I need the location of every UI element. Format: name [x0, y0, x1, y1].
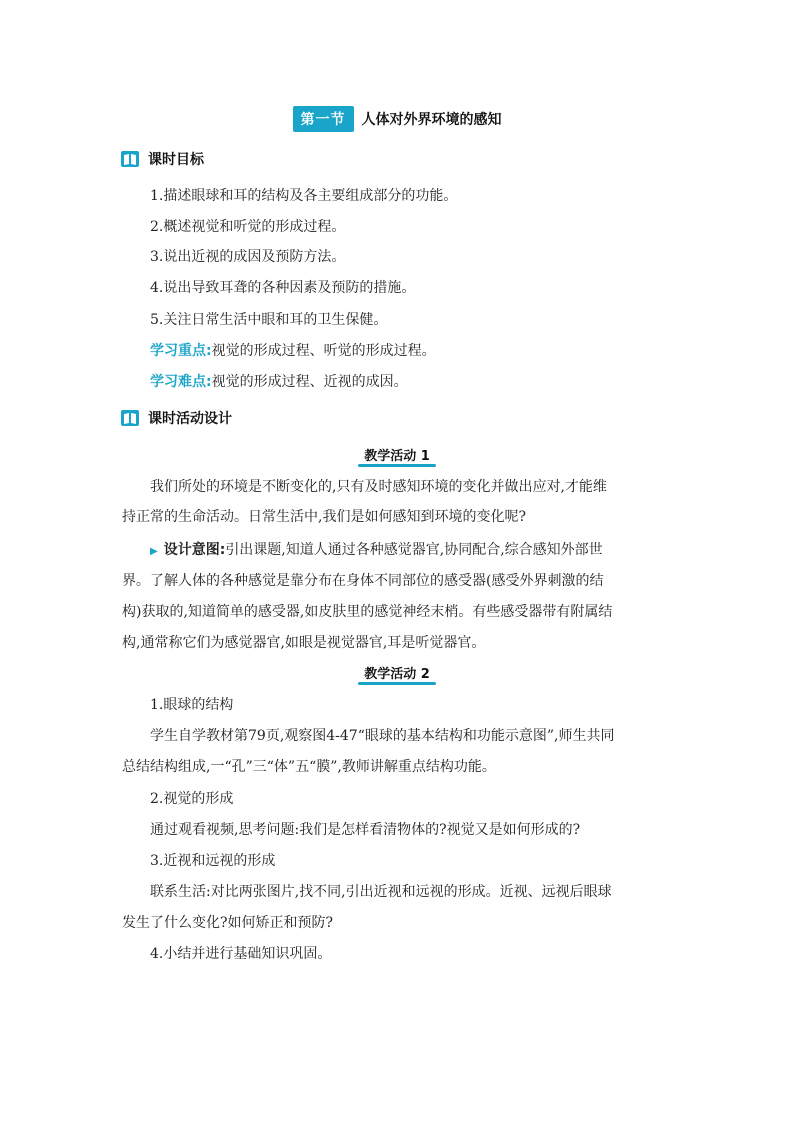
objective-item: 5.关注日常生活中眼和耳的卫生保健。: [150, 312, 388, 328]
book-icon: [120, 149, 140, 169]
objectives-heading-text: 课时目标: [148, 152, 204, 168]
design-intent-line: 构)获取的,知道简单的感受器,如皮肤里的感觉神经末梢。有些感受器带有附属结: [122, 604, 613, 620]
activity-2-title: 教学活动 2: [0, 663, 794, 685]
activity-2-subtitle: 4.小结并进行基础知识巩固。: [150, 946, 332, 962]
section-name: 人体对外界环境的感知: [361, 112, 502, 128]
activity-1-paragraph-line: 我们所处的环境是不断变化的,只有及时感知环境的变化并做出应对,才能维: [150, 479, 607, 495]
objective-item: 2.概述视觉和听觉的形成过程。: [150, 219, 346, 235]
activity-1-paragraph-line: 持正常的生命活动。日常生活中,我们是如何感知到环境的变化呢?: [122, 509, 526, 525]
objective-item: 3.说出近视的成因及预防方法。: [150, 249, 346, 265]
activity-2-line: 联系生活:对比两张图片,找不同,引出近视和远视的形成。近视、远视后眼球: [150, 884, 612, 900]
key-point: [150, 341, 436, 361]
design-intent-text: 引出课题,知道人通过各种感觉器官,协同配合,综合感知外部世: [225, 542, 603, 558]
design-heading: [120, 408, 232, 428]
difficult-point: [150, 372, 408, 392]
design-intent-line: 界。了解人体的各种感觉是靠分布在身体不同部位的感受器(感受外界刺激的结: [122, 573, 604, 589]
book-icon: [120, 408, 140, 428]
activity-2-subtitle: 2.视觉的形成: [150, 791, 234, 807]
activity-2-line: 总结结构组成,一“孔”三“体”五“膜”,教师讲解重点结构功能。: [122, 759, 496, 775]
activity-2-line: 通过观看视频,思考问题:我们是怎样看清物体的?视觉又是如何形成的?: [150, 822, 581, 838]
design-intent-label: 设计意图:: [163, 542, 226, 558]
section-badge: 第一节: [293, 106, 354, 132]
triangle-arrow-icon: ▶: [150, 546, 158, 557]
difficult-point-text: 视觉的形成过程、近视的成因。: [211, 374, 408, 390]
design-heading-text: 课时活动设计: [148, 411, 232, 427]
activity-2-line: 学生自学教材第79页,观察图4-47“眼球的基本结构和功能示意图”,师生共同: [150, 728, 615, 744]
activity-1-title: 教学活动 1: [0, 445, 794, 467]
objective-item: 1.描述眼球和耳的结构及各主要组成部分的功能。: [150, 188, 458, 204]
key-point-text: 视觉的形成过程、听觉的形成过程。: [211, 343, 436, 359]
objective-item: 4.说出导致耳聋的各种因素及预防的措施。: [150, 280, 416, 296]
key-point-label: 学习重点:: [150, 343, 212, 359]
section-title: [0, 106, 794, 132]
activity-2-subtitle: 3.近视和远视的形成: [150, 853, 276, 869]
design-intent-line: [150, 540, 603, 562]
objectives-heading: [120, 149, 204, 169]
activity-2-line: 发生了什么变化?如何矫正和预防?: [122, 915, 334, 931]
activity-2-subtitle: 1.眼球的结构: [150, 697, 234, 713]
design-intent-line: 构,通常称它们为感觉器官,如眼是视觉器官,耳是听觉器官。: [122, 635, 486, 651]
difficult-point-label: 学习难点:: [150, 374, 212, 390]
